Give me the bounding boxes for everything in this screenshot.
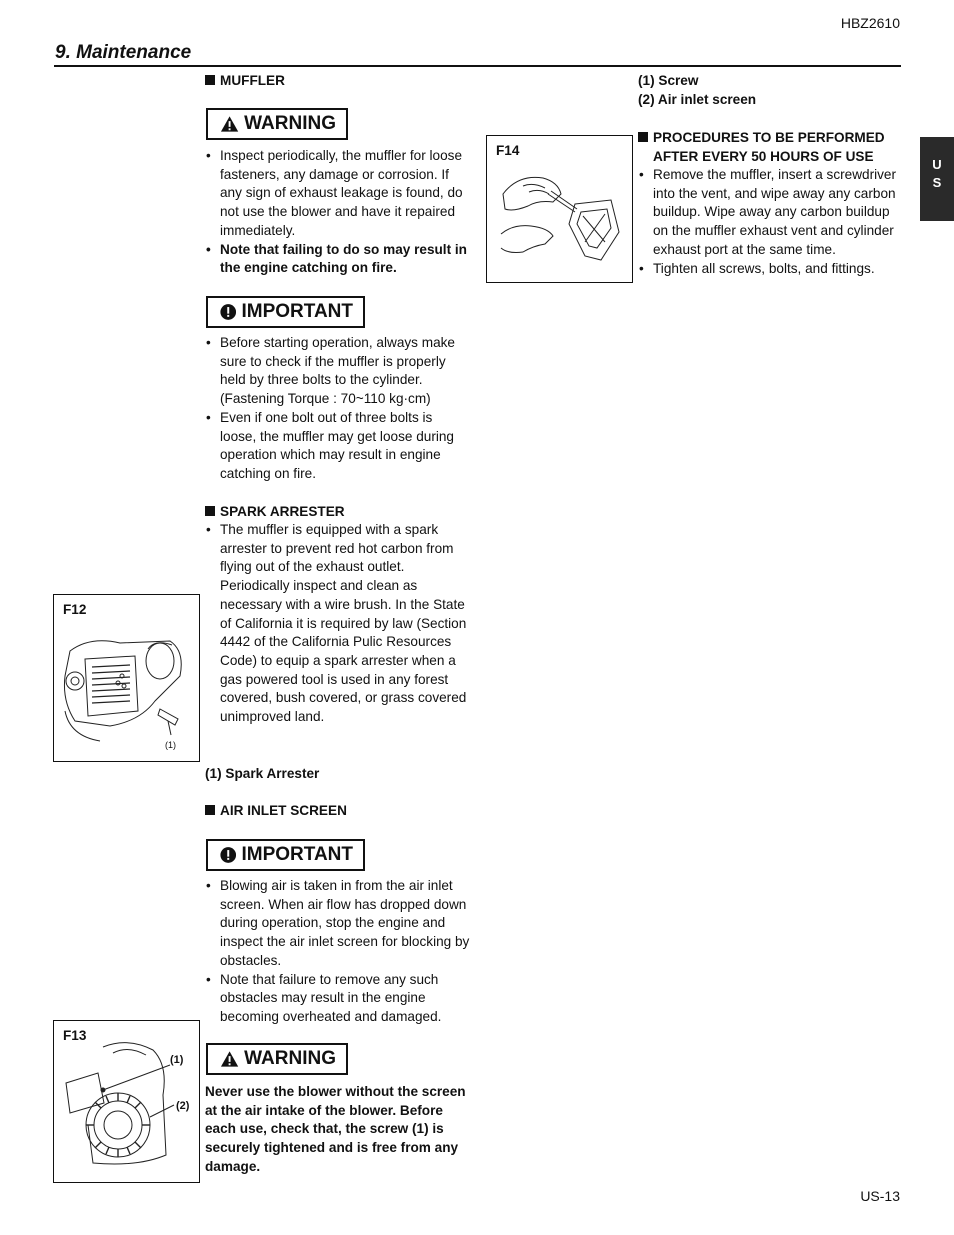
muffler-heading: MUFFLER — [205, 72, 285, 91]
figure-label: F14 — [496, 143, 520, 158]
list-item: • The muffler is equipped with a spark arrester to prevent red hot carbon from flying out of the exhaust outlet. Periodically inspect and clean as necessary with a wire brush. In the State of California it is required by law (Section 4442 of the California Pulic Resources Code) to equip a spark arrester when a gas powered tool is used in any forest covered, bush covered, or grass covered unimproved land. — [205, 521, 470, 727]
important-label: IMPORTANT — [241, 843, 353, 865]
list-item: • Remove the muffler, insert a screwdriver into the vent, and wipe away any carbon buildup. Wipe away any carbon buildup on the muffler exhaust vent and cylinder exhaust port at the same time. — [638, 166, 900, 260]
square-bullet-icon — [205, 506, 215, 516]
page-number: US-13 — [860, 1188, 900, 1204]
figure-f14 — [486, 135, 633, 283]
air-inlet-important-list — [205, 877, 470, 1027]
square-bullet-icon — [205, 75, 215, 85]
spark-arrester-caption: (1) Spark Arrester — [205, 766, 320, 781]
important-exclamation-icon — [220, 302, 236, 322]
warning-triangle-icon — [220, 1050, 239, 1068]
list-item: • Tighten all screws, bolts, and fittings. — [638, 260, 900, 279]
list-item: • Before starting operation, always make sure to check if the muffler is properly held by three bolts to the cylinder. (Fastening Torque : 70~110 kg·cm) — [205, 334, 470, 409]
side-tab-letter: U — [932, 157, 942, 172]
side-tab-letter: S — [932, 175, 942, 190]
list-item: • Note that failure to remove any such obstacles may result in the engine becoming overheated and damaged. — [205, 971, 470, 1027]
side-tab-us — [920, 137, 954, 221]
header-rule — [54, 65, 901, 67]
square-bullet-icon — [205, 805, 215, 815]
important-badge — [206, 839, 365, 871]
air-inlet-warning-text: Never use the blower without the screen at the air intake of the blower. Before each use, check that, the screw (1) is securely tightened and is free from any damage. — [205, 1084, 466, 1174]
screw-caption: (1) Screw — [638, 73, 699, 88]
warning-label: WARNING — [244, 112, 336, 134]
model-number: HBZ2610 — [840, 15, 900, 31]
important-badge — [206, 296, 365, 328]
procedures-list — [638, 166, 900, 278]
list-item: • Inspect periodically, the muffler for loose fasteners, any damage or corrosion. If any sign of exhaust leakage is found, do not use the blower and have it repaired immediately. — [205, 147, 470, 241]
warning-badge — [206, 1043, 348, 1075]
square-bullet-icon — [638, 132, 648, 142]
f13-callout-1: (1) — [170, 1054, 184, 1066]
list-item: • Note that failing to do so may result in the engine catching on fire. — [205, 241, 470, 278]
figure-f13 — [53, 1020, 200, 1183]
procedures-heading: PROCEDURES TO BE PERFORMED AFTER EVERY 50 HOURS OF USE — [638, 129, 900, 166]
warning-badge — [206, 108, 348, 140]
spark-arrester-heading: SPARK ARRESTER — [205, 503, 345, 522]
spark-arrester-illustration — [60, 631, 190, 751]
warning-triangle-icon — [220, 115, 239, 133]
air-inlet-screen-caption: (2) Air inlet screen — [638, 92, 757, 107]
warning-label: WARNING — [244, 1047, 336, 1069]
list-item: • Blowing air is taken in from the air inlet screen. When air flow has dropped down during operation, stop the engine and inspect the air inlet screen for blocking by obstacles. — [205, 877, 470, 971]
muffler-cleaning-illustration — [493, 164, 627, 276]
air-inlet-heading: AIR INLET SCREEN — [205, 802, 347, 821]
muffler-important-list — [205, 334, 470, 484]
list-item: • Even if one bolt out of three bolts is loose, the muffler may get loose during operation which may result in engine catching on fire. — [205, 409, 470, 484]
figure-label: F12 — [63, 602, 87, 617]
section-title: 9. Maintenance — [55, 42, 192, 63]
spark-arrester-list — [205, 521, 470, 727]
figure-f12 — [53, 594, 200, 762]
muffler-warning-list — [205, 147, 470, 278]
important-exclamation-icon — [220, 845, 236, 865]
figure-label: F13 — [63, 1028, 87, 1043]
f13-callout-2: (2) — [176, 1100, 190, 1112]
f12-callout-1: (1) — [165, 740, 176, 750]
important-label: IMPORTANT — [241, 300, 353, 322]
